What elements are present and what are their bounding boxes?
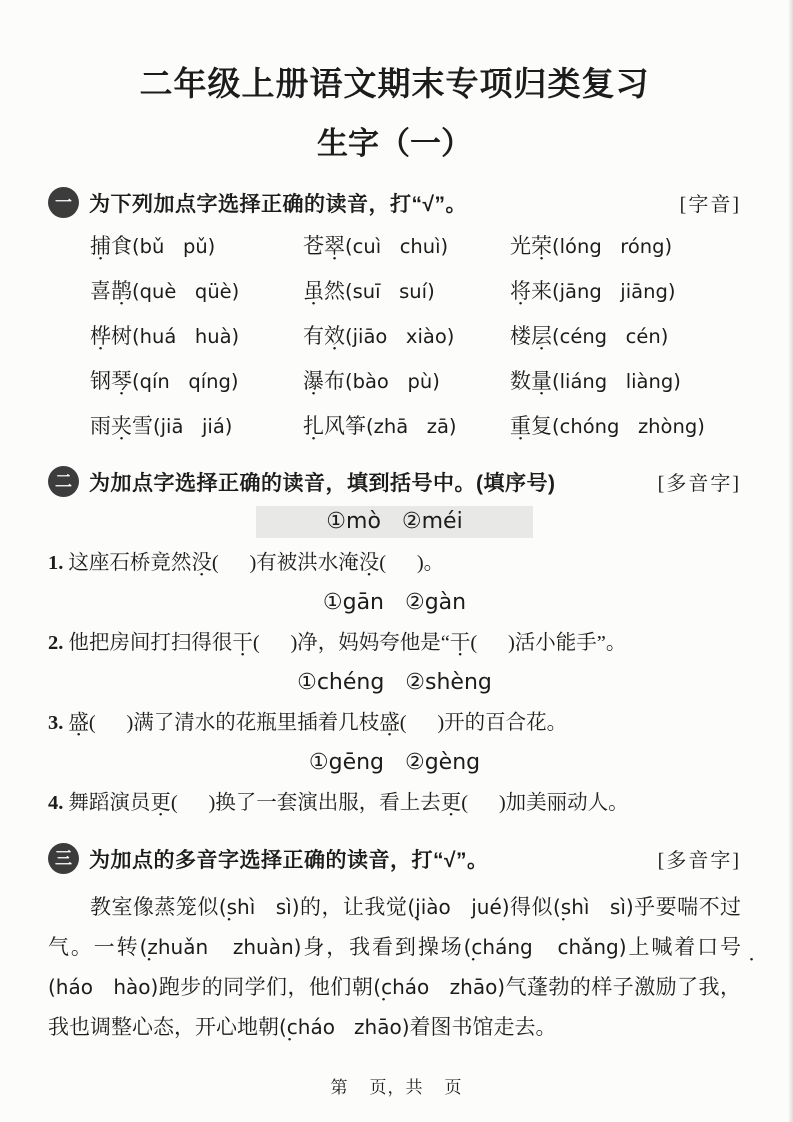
page-title: 二年级上册语文期末专项归类复习	[139, 67, 650, 103]
question-group	[48, 748, 741, 819]
word-item	[510, 276, 741, 307]
word-pinyin: (qín qíng)	[132, 370, 239, 393]
sentence-text: 盛( )满了清水的花瓶里插着几枝盛( )开的百合花。	[68, 712, 568, 734]
page-footer: 第 页，共 页	[330, 1078, 463, 1097]
word-pinyin: (lóng róng)	[552, 235, 673, 258]
section-2-category-tag: [多音字]	[657, 473, 741, 495]
word-text: 雨夹雪	[90, 414, 153, 438]
word-pinyin: (jiā jiá)	[153, 415, 233, 438]
section-1-category-tag: [字音]	[679, 194, 741, 216]
word-text: 瀑布	[303, 369, 345, 393]
word-pinyin: (liáng liàng)	[552, 370, 681, 393]
word-item	[303, 411, 510, 442]
word-text: 楼层	[510, 324, 552, 348]
sentence-text: 舞蹈演员更( )换了一套演出服，看上去更( )加美丽动人。	[68, 792, 629, 814]
word-item	[303, 321, 510, 352]
section-2-number-badge: 二	[48, 466, 79, 497]
word-pinyin: (què qüè)	[132, 280, 240, 303]
sentence-text: 这座石桥竟然没( )有被洪水淹没( )。	[68, 552, 445, 574]
word-text: 捕食	[90, 234, 132, 258]
sentence-number: 4.	[48, 792, 64, 814]
fill-sentence	[48, 707, 741, 739]
fill-sentence	[48, 547, 741, 579]
page-subtitle: 生字（一）	[317, 126, 472, 161]
word-pinyin: (chóng zhòng)	[552, 415, 705, 438]
question-group	[48, 588, 741, 659]
word-text: 数量	[510, 369, 552, 393]
word-text: 钢琴	[90, 369, 132, 393]
section-polyphone-passage	[48, 843, 741, 1047]
word-text: 苍翠	[303, 234, 345, 258]
word-item	[303, 276, 510, 307]
word-text: 喜鹊	[90, 279, 132, 303]
word-pinyin: (bǔ pǔ)	[132, 235, 216, 258]
word-item	[90, 366, 303, 397]
question-group	[48, 668, 741, 739]
word-item	[303, 366, 510, 397]
word-pinyin: (huá huà)	[132, 325, 240, 348]
word-text: 桦树	[90, 324, 132, 348]
pinyin-options: ①mò ②méi	[256, 506, 532, 538]
fill-sentence	[48, 627, 741, 659]
section-3-number-badge: 三	[48, 843, 79, 874]
word-item	[90, 276, 303, 307]
section-3-category-tag: [多音字]	[657, 850, 741, 872]
word-pinyin: (zhā zā)	[366, 415, 457, 438]
word-item	[510, 231, 741, 262]
section-1-heading: 为下列加点字选择正确的读音，打“√”。	[89, 192, 468, 216]
fill-sentence	[48, 787, 741, 819]
sentence-text: 他把房间打扫得很干( )净，妈妈夸他是“干( )活小能手”。	[68, 632, 627, 654]
word-item	[510, 411, 741, 442]
word-pinyin: (suī suí)	[345, 280, 435, 303]
pinyin-options: ①gān ②gàn	[322, 590, 467, 615]
sentence-number: 3.	[48, 712, 64, 734]
section-2-header	[48, 466, 741, 497]
pinyin-options: ①chéng ②shèng	[297, 670, 492, 695]
word-list	[48, 231, 741, 442]
word-text: 扎风筝	[303, 414, 366, 438]
word-item	[90, 321, 303, 352]
section-3-header	[48, 843, 741, 874]
word-item	[303, 231, 510, 262]
reading-passage: 教室像蒸笼似(shì sì)的，让我觉(jiào jué)得似(shì sì)乎要喘不过气。一转(zhuǎn zhuàn)身，我看到操场(cháng chǎng)上喊着口号(háo hào)跑步的同学们，他们朝(cháo zhāo)气蓬勃的样子激励了我，我也调整心态，开心地朝(cháo zhāo)着图书馆走去。	[48, 895, 742, 1039]
word-item	[510, 366, 741, 397]
word-pinyin: (céng cén)	[552, 325, 669, 348]
section-polyphone-fill	[48, 466, 741, 819]
section-1-header	[48, 187, 741, 218]
word-item	[90, 231, 303, 262]
section-word-pronunciation	[48, 187, 741, 442]
word-text: 虽然	[303, 279, 345, 303]
section-1-number-badge: 一	[48, 187, 79, 218]
word-pinyin: (jiāo xiào)	[345, 325, 455, 348]
word-pinyin: (bào pù)	[345, 370, 440, 393]
word-pinyin: (jāng jiāng)	[552, 280, 676, 303]
sentence-number: 2.	[48, 632, 64, 654]
word-text: 有效	[303, 324, 345, 348]
word-text: 重复	[510, 414, 552, 438]
section-2-heading: 为加点字选择正确的读音，填到括号中。(填序号)	[89, 471, 556, 495]
question-group	[48, 506, 741, 579]
pinyin-options: ①gēng ②gèng	[308, 750, 481, 775]
word-text: 光荣	[510, 234, 552, 258]
word-item	[510, 321, 741, 352]
word-pinyin: (cuì chuì)	[345, 235, 449, 258]
word-item	[90, 411, 303, 442]
section-3-heading: 为加点的多音字选择正确的读音，打“√”。	[89, 848, 489, 872]
sentence-number: 1.	[48, 552, 64, 574]
word-text: 将来	[510, 279, 552, 303]
